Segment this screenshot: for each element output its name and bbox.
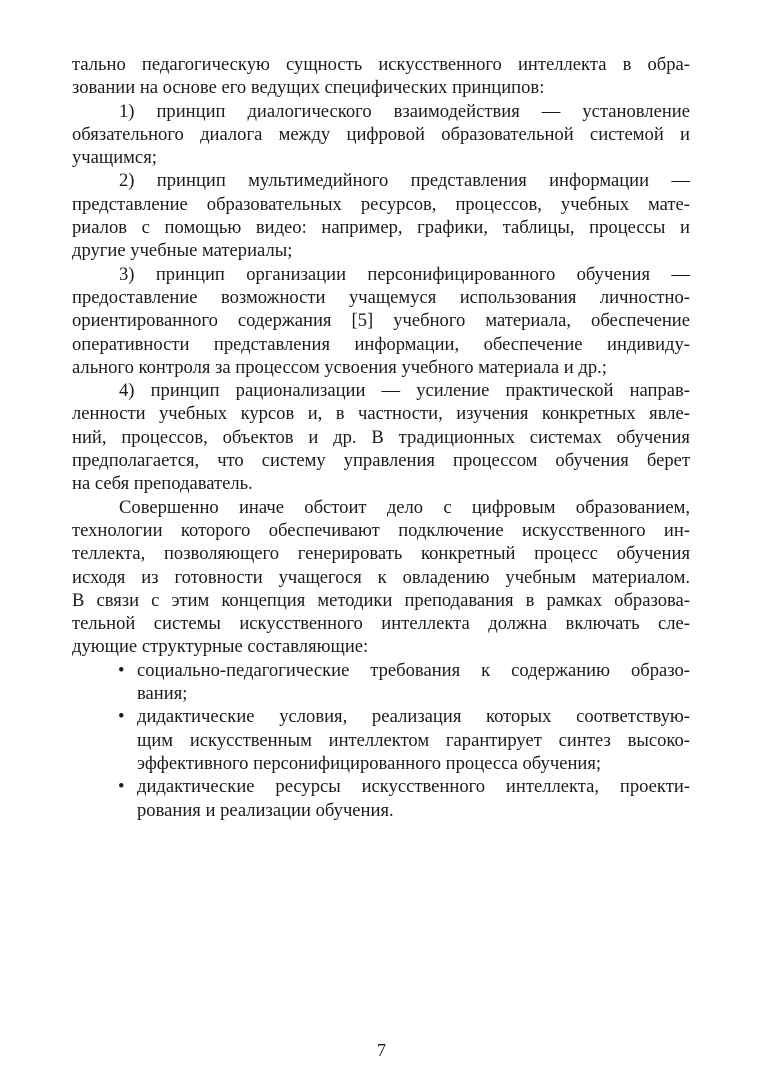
bullet-item (72, 705, 690, 775)
text-line: щим искусственным интеллектом гарантирует синтез высоко- (137, 729, 690, 751)
text-line: технологии которого обеспечивают подключение искусственного ин- (72, 519, 690, 541)
text-line: социально-педагогические требования к содержанию образо- (137, 659, 690, 681)
text-line: предоставление возможности учащемуся использования личностно- (72, 286, 690, 308)
page-number: 7 (377, 1040, 386, 1060)
principle-2 (72, 169, 690, 262)
text-line: вания; (137, 683, 188, 705)
text-line: 4) принцип рационализации — усиление практической направ- (119, 380, 690, 402)
text-line: тельной системы искусственного интеллекта должна включать сле- (72, 613, 690, 635)
text-line: ний, процессов, объектов и др. В традиционных системах обучения (72, 426, 690, 448)
text-line: рования и реализации обучения. (137, 799, 394, 821)
intro-paragraph (72, 53, 690, 100)
text-line: дидактические условия, реализация которых соответствую- (137, 706, 690, 728)
text-line: ленности учебных курсов и, в частности, изучения конкретных явле- (72, 403, 690, 425)
text-line: Совершенно иначе обстоит дело с цифровым образованием, (119, 496, 690, 518)
principle-4 (72, 379, 690, 495)
text-line: тально педагогическую сущность искусственного интеллекта в обра- (72, 54, 690, 75)
text-line: 3) принцип организации персонифицированного обучения — (119, 263, 690, 285)
text-line: теллекта, позволяющего генерировать конкретный процесс обучения (72, 543, 690, 565)
text-line: ального контроля за процессом усвоения учебного материала и др.; (72, 356, 607, 378)
text-line: риалов с помощью видео: например, графики, таблицы, процессы и (72, 217, 690, 239)
bullet-item (72, 659, 690, 706)
text-line: исходя из готовности учащегося к овладению учебным материалом. (72, 566, 690, 588)
bullet-icon: • (118, 776, 125, 798)
text-line: учащимся; (72, 147, 157, 169)
text-line: дидактические ресурсы искусственного интеллекта, проекти- (137, 776, 690, 798)
principle-1 (72, 100, 690, 170)
main-paragraph (72, 496, 690, 659)
page-body (72, 53, 690, 822)
bullet-icon: • (118, 659, 125, 681)
text-line: на себя преподаватель. (72, 473, 253, 495)
text-line: обязательного диалога между цифровой образовательной системой и (72, 123, 690, 145)
text-line: зовании на основе его ведущих специфических принципов: (72, 77, 545, 99)
bullet-icon: • (118, 706, 125, 728)
text-line: дующие структурные составляющие: (72, 636, 369, 658)
text-line: предполагается, что систему управления процессом обучения берет (72, 450, 690, 472)
principle-3 (72, 263, 690, 379)
text-line: представление образовательных ресурсов, процессов, учебных мате- (72, 193, 690, 215)
text-line: В связи с этим концепция методики преподавания в рамках образова- (72, 589, 690, 611)
text-line: 2) принцип мультимедийного представления информации — (119, 170, 690, 192)
text-line: эффективного персонифицированного процесса обучения; (137, 752, 602, 774)
text-line: ориентированного содержания [5] учебного материала, обеспечение (72, 310, 690, 332)
text-line: другие учебные материалы; (72, 240, 293, 262)
text-line: оперативности представления информации, обеспечение индивиду- (72, 333, 690, 355)
bullet-item (72, 775, 690, 822)
text-line: 1) принцип диалогического взаимодействия — установление (119, 100, 690, 122)
